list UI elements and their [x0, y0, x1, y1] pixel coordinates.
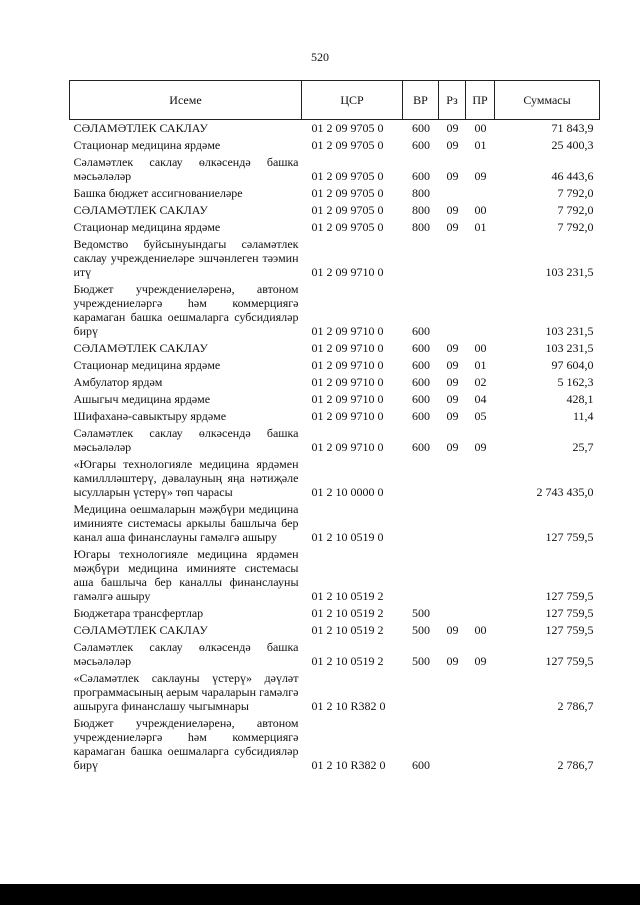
cell-sum: 103 231,5 — [545, 341, 594, 355]
cell-pr: 09 — [474, 169, 487, 183]
cell-sum: 428,1 — [566, 392, 594, 406]
cell-csr: 01 2 09 9710 0 — [311, 392, 384, 406]
cell-sum: 25,7 — [572, 440, 594, 454]
cell-rz: 09 — [446, 392, 459, 406]
cell-sum: 103 231,5 — [545, 265, 594, 279]
table-row — [70, 546, 600, 605]
cell-rz — [439, 456, 466, 501]
cell-rz: 09 — [446, 358, 459, 372]
cell-vr — [403, 546, 439, 605]
cell-csr: 01 2 10 0519 0 — [311, 530, 384, 544]
cell-csr: 01 2 10 R382 0 — [311, 699, 386, 713]
budget-table-container — [69, 80, 599, 774]
cell-rz — [439, 715, 466, 774]
cell-name: Сәламәтлек саклау өлкәсендә башка мәсьәләләр — [73, 155, 299, 183]
column-header-rz: Рз — [439, 81, 466, 120]
cell-rz: 09 — [446, 440, 459, 454]
cell-vr — [403, 670, 439, 715]
cell-rz — [439, 501, 466, 546]
cell-pr: 01 — [474, 358, 487, 372]
cell-rz — [439, 281, 466, 340]
cell-csr: 01 2 09 9710 0 — [311, 324, 384, 338]
cell-vr: 600 — [412, 341, 430, 355]
cell-pr — [466, 456, 495, 501]
cell-sum: 7 792,0 — [557, 203, 594, 217]
cell-rz: 09 — [446, 138, 459, 152]
cell-csr: 01 2 09 9710 0 — [311, 409, 384, 423]
table-row — [70, 670, 600, 715]
cell-sum: 127 759,5 — [545, 606, 594, 620]
cell-rz — [439, 185, 466, 202]
cell-sum: 71 843,9 — [551, 121, 594, 135]
cell-pr — [466, 281, 495, 340]
cell-csr: 01 2 10 0519 2 — [311, 623, 384, 637]
cell-name: Сәламәтлек саклау өлкәсендә башка мәсьәләләр — [73, 426, 299, 454]
cell-sum: 2 786,7 — [557, 699, 594, 713]
table-row — [70, 501, 600, 546]
cell-pr — [466, 546, 495, 605]
cell-csr: 01 2 10 0519 2 — [311, 606, 384, 620]
table-row — [70, 605, 600, 622]
cell-sum: 7 792,0 — [557, 186, 594, 200]
cell-sum: 127 759,5 — [545, 589, 594, 603]
column-header-pr: ПР — [466, 81, 495, 120]
cell-sum: 103 231,5 — [545, 324, 594, 338]
cell-pr: 04 — [474, 392, 487, 406]
column-header-vr: ВР — [403, 81, 439, 120]
cell-vr: 600 — [412, 375, 430, 389]
cell-name: Стационар медицина ярдәме — [73, 138, 221, 152]
cell-csr: 01 2 09 9705 0 — [311, 203, 384, 217]
column-header-name: Исеме — [70, 81, 302, 120]
cell-vr — [403, 236, 439, 281]
cell-name: СӘЛАМӘТЛЕК САКЛАУ — [73, 203, 208, 217]
cell-name: СӘЛАМӘТЛЕК САКЛАУ — [73, 121, 208, 135]
cell-pr — [466, 501, 495, 546]
cell-sum: 46 443,6 — [551, 169, 594, 183]
cell-name: Бюджет учреждениеләренә, автоном учреждениеләргә һәм коммерциягә карамаган башка оешмаларга субсидияләр бирү — [73, 716, 299, 772]
cell-pr — [466, 715, 495, 774]
cell-vr — [403, 456, 439, 501]
table-row — [70, 715, 600, 774]
cell-csr: 01 2 09 9710 0 — [311, 358, 384, 372]
cell-csr: 01 2 09 9710 0 — [311, 265, 384, 279]
cell-csr: 01 2 10 0519 2 — [311, 654, 384, 668]
cell-csr: 01 2 09 9710 0 — [311, 375, 384, 389]
cell-csr: 01 2 10 R382 0 — [311, 758, 386, 772]
cell-sum: 5 162,3 — [557, 375, 594, 389]
cell-vr: 600 — [412, 138, 430, 152]
table-row — [70, 374, 600, 391]
cell-sum: 127 759,5 — [545, 530, 594, 544]
table-row — [70, 185, 600, 202]
cell-pr — [466, 185, 495, 202]
cell-rz: 09 — [446, 121, 459, 135]
cell-pr: 00 — [474, 341, 487, 355]
cell-name: «Югары технологияле медицина ярдәмен камиллләштерү, дәвалауның яңа нәтиҗәле ысулларын үстерү» төп чарасы — [73, 457, 299, 499]
cell-name: Ведомство буйсынуындагы сәламәтлек саклау учреждениеләре эшчәнлеген тәэмин итү — [73, 237, 299, 279]
table-header-row — [70, 81, 600, 120]
cell-name: СӘЛАМӘТЛЕК САКЛАУ — [73, 623, 208, 637]
table-row — [70, 281, 600, 340]
cell-pr: 01 — [474, 220, 487, 234]
cell-sum: 127 759,5 — [545, 654, 594, 668]
cell-csr: 01 2 09 9705 0 — [311, 138, 384, 152]
cell-rz: 09 — [446, 169, 459, 183]
cell-vr: 500 — [412, 623, 430, 637]
table-row — [70, 391, 600, 408]
cell-vr: 500 — [412, 606, 430, 620]
cell-rz — [439, 546, 466, 605]
cell-name: Амбулатор ярдәм — [73, 375, 163, 389]
cell-vr: 600 — [412, 358, 430, 372]
column-header-sum: Суммасы — [495, 81, 600, 120]
cell-pr: 09 — [474, 654, 487, 668]
cell-name: СӘЛАМӘТЛЕК САКЛАУ — [73, 341, 208, 355]
page-number: 520 — [311, 50, 329, 64]
cell-csr: 01 2 10 0000 0 — [311, 485, 384, 499]
cell-rz: 09 — [446, 654, 459, 668]
cell-name: Башка бюджет ассигнованиеләре — [73, 186, 243, 200]
table-row — [70, 236, 600, 281]
table-row — [70, 120, 600, 138]
cell-rz — [439, 236, 466, 281]
cell-pr: 02 — [474, 375, 487, 389]
budget-table — [69, 80, 600, 774]
cell-csr: 01 2 09 9705 0 — [311, 186, 384, 200]
cell-rz — [439, 605, 466, 622]
table-row — [70, 202, 600, 219]
table-body — [70, 120, 600, 775]
cell-pr — [466, 670, 495, 715]
table-row — [70, 219, 600, 236]
cell-rz: 09 — [446, 220, 459, 234]
cell-rz: 09 — [446, 375, 459, 389]
cell-vr: 800 — [412, 203, 430, 217]
cell-vr: 500 — [412, 654, 430, 668]
cell-vr: 600 — [412, 392, 430, 406]
cell-sum: 2 743 435,0 — [536, 485, 594, 499]
cell-name: Бюджетара трансфертлар — [73, 606, 204, 620]
cell-name: Стационар медицина ярдәме — [73, 220, 221, 234]
table-row — [70, 154, 600, 185]
cell-rz: 09 — [446, 341, 459, 355]
cell-vr: 600 — [412, 758, 430, 772]
cell-sum: 7 792,0 — [557, 220, 594, 234]
cell-pr: 00 — [474, 623, 487, 637]
cell-name: Ашыгыч медицина ярдәме — [73, 392, 211, 406]
cell-pr: 00 — [474, 121, 487, 135]
cell-name: Сәламәтлек саклау өлкәсендә башка мәсьәләләр — [73, 640, 299, 668]
cell-name: «Сәламәтлек саклауны үстерү» дәүләт программасының аерым чараларын гамәлгә ашыруга финанслашу чыгымнары — [73, 671, 299, 713]
cell-vr: 600 — [412, 440, 430, 454]
cell-name: Бюджет учреждениеләренә, автоном учреждениеләргә һәм коммерциягә карамаган башка оешмаларга субсидияләр бирү — [73, 282, 299, 338]
cell-csr: 01 2 09 9705 0 — [311, 169, 384, 183]
table-row — [70, 639, 600, 670]
cell-vr — [403, 501, 439, 546]
cell-name: Югары технологияле медицина ярдәмен мәҗбүри медицина иминияте системасы аша башлыча бер каналлы финанслауны гамәлгә ашыру — [73, 547, 299, 603]
cell-vr: 600 — [412, 121, 430, 135]
cell-pr: 09 — [474, 440, 487, 454]
table-row — [70, 357, 600, 374]
cell-csr: 01 2 09 9705 0 — [311, 121, 384, 135]
cell-sum: 11,4 — [572, 409, 594, 423]
cell-sum: 2 786,7 — [557, 758, 594, 772]
cell-sum: 127 759,5 — [545, 623, 594, 637]
column-header-csr: ЦСР — [302, 81, 403, 120]
table-row — [70, 456, 600, 501]
table-row — [70, 137, 600, 154]
table-row — [70, 340, 600, 357]
cell-vr: 600 — [412, 409, 430, 423]
cell-name: Шифаханә-савыктыру ярдәме — [73, 409, 227, 423]
cell-pr: 00 — [474, 203, 487, 217]
table-row — [70, 408, 600, 425]
cell-vr: 800 — [412, 186, 430, 200]
cell-csr: 01 2 09 9705 0 — [311, 220, 384, 234]
scan-edge-bar — [0, 884, 640, 905]
cell-rz: 09 — [446, 409, 459, 423]
cell-csr: 01 2 09 9710 0 — [311, 341, 384, 355]
cell-vr: 800 — [412, 220, 430, 234]
table-row — [70, 622, 600, 639]
cell-vr: 600 — [412, 324, 430, 338]
cell-sum: 97 604,0 — [551, 358, 594, 372]
cell-vr: 600 — [412, 169, 430, 183]
cell-name: Стационар медицина ярдәме — [73, 358, 221, 372]
cell-pr: 05 — [474, 409, 487, 423]
cell-name: Медицина оешмаларын мәҗбүри медицина иминияте системасы аркылы башлыча бер канал аша финанслауны гамәлгә ашыру — [73, 502, 299, 544]
cell-rz: 09 — [446, 203, 459, 217]
cell-pr — [466, 605, 495, 622]
cell-rz: 09 — [446, 623, 459, 637]
cell-csr: 01 2 09 9710 0 — [311, 440, 384, 454]
table-row — [70, 425, 600, 456]
cell-sum: 25 400,3 — [551, 138, 594, 152]
cell-csr: 01 2 10 0519 2 — [311, 589, 384, 603]
cell-pr — [466, 236, 495, 281]
cell-pr: 01 — [474, 138, 487, 152]
cell-rz — [439, 670, 466, 715]
